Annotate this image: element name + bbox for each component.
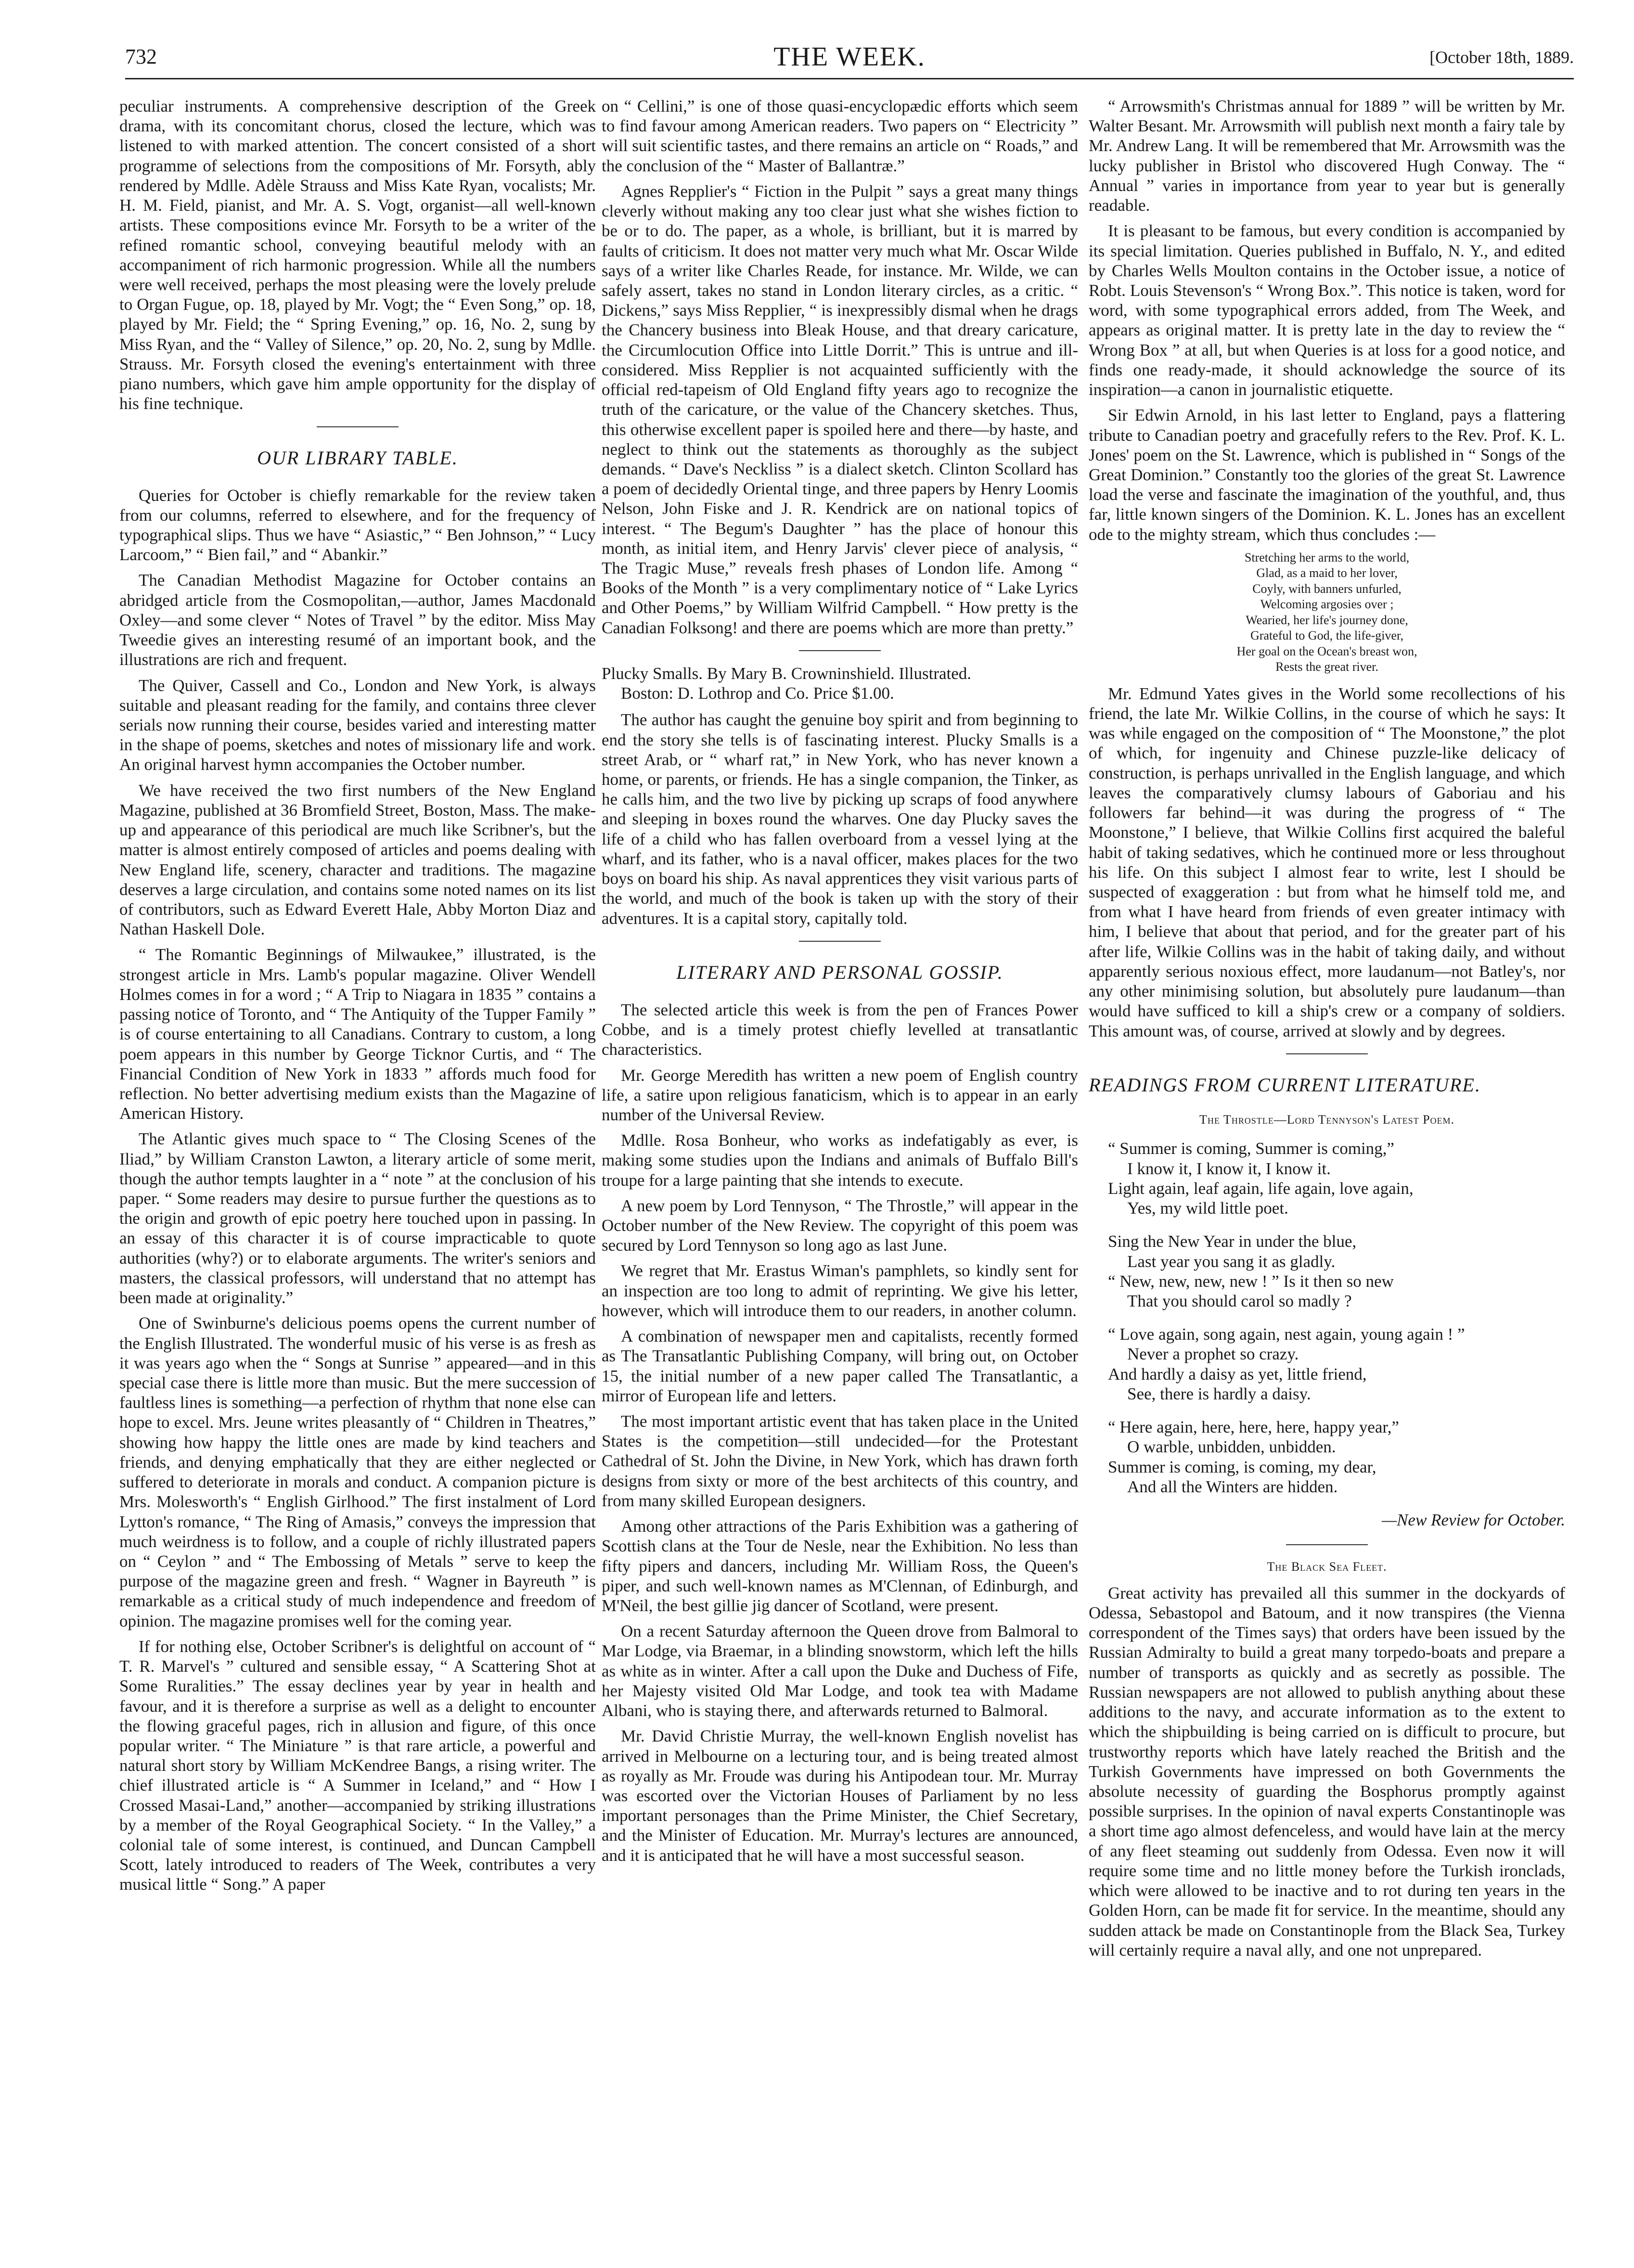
gossip-item: A combination of newspaper men and capitalists, recently formed as The Transatlantic Publishing Company, will bring out, on October 15, the initial number of a new paper called The Transatlantic, a mirror of European life and letters. bbox=[602, 1327, 1078, 1405]
poem-stanza bbox=[1108, 1231, 1565, 1311]
poem-line: Never a prophet so crazy. bbox=[1127, 1345, 1299, 1364]
review-new-england-magazine: We have received the two first numbers of the New England Magazine, published at 36 Bromfield Street, Boston, Mass. The make-up and appearance of this periodical are much like Scribner's, but the matter is almost entirely composed of articles and poems dealing with New England life, scenery, character and traditions. The magazine deserves a large circulation, and contains some noted names on its list of contributors, such as Edward Everett Hale, Abby Morton Diaz and Nathan Haskell Dole. bbox=[119, 781, 596, 939]
book-title-line: Plucky Smalls. By Mary B. Crowninshield. Illustrated. bbox=[602, 664, 972, 683]
gossip-arrowsmith: “ Arrowsmith's Christmas annual for 1889 ” will be written by Mr. Walter Besant. Mr. Arrowsmith will publish next month a fairy tale by Mr. Andrew Lang. It will be remembered that Mr. Arrowsmith was the lucky publisher in Bristol who discovered Hugh Conway. The “ Annual ” varies in importance from year to year but is generally readable. bbox=[1089, 97, 1565, 215]
poem-stanza bbox=[1108, 1417, 1565, 1497]
poem-line: Yes, my wild little poet. bbox=[1127, 1199, 1288, 1218]
gossip-edwin-arnold: Sir Edwin Arnold, in his last letter to England, pays a flattering tribute to Canadian poetry and gracefully refers to the Rev. Prof. K. L. Jones' poem on the St. Lawrence, which is published in “ Songs of the Great Dominion.” Constantly too the glories of the great St. Lawrence load the verse and fascinate the imagination of the youthful, and, thus far, little known singers of the Dominion. K. L. Jones has an excellent ode to the mighty stream, which thus concludes :— bbox=[1089, 406, 1565, 544]
concert-paragraph: peculiar instruments. A comprehensive description of the Greek drama, with its concomitant chorus, closed the lecture, which was listened to with marked attention. The concert consisted of a short programme of selections from the compositions of Mr. Forsyth, ably rendered by Mdlle. Adèle Strauss and Miss Kate Ryan, vocalists; Mr. H. M. Field, pianist, and Mr. A. S. Vogt, organist—all well-known artists. These compositions evince Mr. Forsyth to be a writer of the refined romantic school, conveying beautiful melody with an accompaniment of rich harmonic progression. While all the numbers were well received, perhaps the most pleasing were the lovely prelude to Organ Fugue, op. 18, played by Mr. Vogt; the “ Even Song,” op. 18, played by Mr. Field; the “ Spring Evening,” op. 16, No. 2, sung by Miss Ryan, and the “ Valley of Silence,” op. 20, No. 2, sung by Mdlle. Strauss. Mr. Forsyth closed the evening's entertainment with three piano numbers, which gave him ample opportunity for the display of his fine technique. bbox=[119, 97, 596, 413]
page-header bbox=[125, 44, 1574, 83]
gossip-item: The selected article this week is from the pen of Frances Power Cobbe, and is a timely protest chiefly levelled at transatlantic characteristics. bbox=[602, 1000, 1078, 1059]
poem-line: Last year you sang it as gladly. bbox=[1127, 1252, 1336, 1271]
page-number: 732 bbox=[125, 45, 157, 68]
masthead: THE WEEK. bbox=[773, 42, 926, 72]
divider bbox=[1286, 1544, 1368, 1545]
verse-line: Wearied, her life's journey done, bbox=[1246, 613, 1408, 627]
review-magazine-american-history: “ The Romantic Beginnings of Milwaukee,” illustrated, is the strongest article in Mrs. Lamb's popular magazine. Oliver Wendell Holmes comes in for a word ; “ A Trip to Niagara in 1835 ” contains a passing notice of Toronto, and “ The Antiquity of the Tupper Family ” is of course entertaining to all Canadians. Contrary to custom, a long poem appears in this number by George Ticknor Curtis, and “ The Financial Condition of New York in 1833 ” affords much food for reflection. No better advertising medium exists than the Magazine of American History. bbox=[119, 945, 596, 1123]
divider bbox=[1286, 1053, 1368, 1054]
poem-line: I know it, I know it, I know it. bbox=[1127, 1159, 1331, 1178]
poem-throstle bbox=[1108, 1139, 1565, 1497]
issue-date: [October 18th, 1889. bbox=[1429, 48, 1574, 67]
verse-line: Coyly, with banners unfurled, bbox=[1252, 581, 1402, 596]
section-heading-readings: READINGS FROM CURRENT LITERATURE. bbox=[1089, 1074, 1481, 1096]
gossip-item: Mr. George Meredith has written a new poem of English country life, a satire upon religious fanaticism, which is to appear in an early number of the Universal Review. bbox=[602, 1065, 1078, 1124]
poem-line: That you should carol so madly ? bbox=[1127, 1292, 1352, 1311]
poem-line: “ New, new, new, new ! ” Is it then so new bbox=[1108, 1271, 1394, 1291]
review-queries: Queries for October is chiefly remarkable for the review taken from our columns, referred to elsewhere, and for the frequency of typographical slips. Thus we have “ Asiastic,” “ Ben Johnson,” “ Lucy Larcoom,” “ Bien fail,” and “ Abankir.” bbox=[119, 486, 596, 564]
review-methodist-magazine: The Canadian Methodist Magazine for October contains an abridged article from the Cosmopolitan,—author, James Macdonald Oxley—and some clever “ Notes of Travel ” by the editor. Miss May Tweedie gives an interesting resumé of an important book, and the illustrations are rich and frequent. bbox=[119, 571, 596, 669]
poem-attribution: —New Review for October. bbox=[1381, 1510, 1565, 1529]
quoted-verse bbox=[1089, 550, 1565, 675]
review-scribners-continued: on “ Cellini,” is one of those quasi-encyclopædic efforts which seem to find favour among American readers. Two papers on “ Electricity ” will suit scientific tastes, and there remains an article on “ Roads,” and the conclusion of the “ Master of Ballantræ.” bbox=[602, 97, 1078, 175]
gossip-item: We regret that Mr. Erastus Wiman's pamphlets, so kindly sent for an inspection are too long to admit of reprinting. We give his letter, however, which will introduce them to our readers, in another column. bbox=[602, 1261, 1078, 1320]
poem-stanza bbox=[1108, 1139, 1565, 1218]
section-heading-library-table: OUR LIBRARY TABLE. bbox=[257, 447, 458, 469]
verse-line: Stretching her arms to the world, bbox=[1244, 550, 1410, 564]
gossip-item: Among other attractions of the Paris Exhibition was a gathering of Scottish clans at the Tour de Nesle, near the Exhibition. No less than fifty pipers and dancers, including Mr. William Ross, the Queen's piper, and such well-known names as M'Clennan, of Edinburgh, and M'Neil, the best gillie jig dancer of Scotland, were present. bbox=[602, 1517, 1078, 1615]
poem-line: Light again, leaf again, life again, love again, bbox=[1108, 1179, 1414, 1198]
gossip-item: A new poem by Lord Tennyson, “ The Throstle,” will appear in the October number of the New Review. The copyright of this poem was secured by Lord Tennyson so long ago as last June. bbox=[602, 1196, 1078, 1255]
review-plucky-smalls: The author has caught the genuine boy spirit and from beginning to end the story she tells is of fascinating interest. Plucky Smalls is a street Arab, or “ wharf rat,” in New York, who has never known a home, or parents, or friends. He has a single companion, the Tinker, as he calls him, and the two live by picking up scraps of food anywhere and sleeping in boxes round the wharves. One day Plucky saves the life of a child who has fallen overboard from a vessel lying at the wharf, and its father, who is a naval officer, makes places for the two boys on board his ship. As naval apprentices they visit various parts of the world, and much of the book is taken up with the story of their adventures. It is a capital story, capitally told. bbox=[602, 710, 1078, 928]
header-rule bbox=[125, 78, 1574, 79]
column-2 bbox=[602, 96, 1078, 1871]
poem-line: “ Summer is coming, Summer is coming,” bbox=[1108, 1139, 1394, 1158]
poem-line: O warble, unbidden, unbidden. bbox=[1127, 1437, 1336, 1457]
book-title-plucky-smalls bbox=[602, 664, 1078, 703]
poem-line: Summer is coming, is coming, my dear, bbox=[1108, 1457, 1377, 1476]
column-1 bbox=[119, 96, 596, 1900]
verse-line: Welcoming argosies over ; bbox=[1260, 597, 1394, 612]
verse-line: Rests the great river. bbox=[1275, 660, 1378, 674]
poem-line: Sing the New Year in under the blue, bbox=[1108, 1232, 1357, 1251]
poem-line: “ Here again, here, here, here, happy year,” bbox=[1108, 1418, 1399, 1437]
review-english-illustrated: One of Swinburne's delicious poems opens the current number of the English Illustrated. The wonderful music of his verse is as fresh as it was years ago when the “ Songs at Sunrise ” appeared—and in this special case there is little more than music. But the mere succession of faultless lines is something—a perfection of rhythm that none else can hope to excel. Mrs. Jeune writes pleasantly of “ Children in Theatres,” showing how happy the little ones are made by kind teachers and friends, and denying emphatically that they are either neglected or suffered to deteriorate in morals and conduct. A companion picture is Mrs. Molesworth's “ English Girlhood.” The first instalment of Lord Lytton's romance, “ The Ring of Amasis,” conveys the impression that much weirdness is to follow, and a couple of richly illustrated papers on “ Ceylon ” and “ The Embossing of Metals ” serve to keep the purpose of the magazine green and fresh. “ Wagner in Bayreuth ” is remarkable as a critical study of much independence and freedom of opinion. The magazine promises well for the coming year. bbox=[119, 1314, 596, 1630]
article-black-sea-fleet: Great activity has prevailed all this summer in the dockyards of Odessa, Sebastopol and Batoum, and it now transpires (the Vienna correspondent of the Times says) that orders have been issued by the Russian Admiralty to build a great many torpedo-boats and prepare a number of transports as quickly and as secretly as possible. The Russian newspapers are not allowed to publish anything about these additions to the navy, and accurate information as to the extent to which the shipbuilding is being carried on is difficult to procure, but trustworthy reports which have lately reached the British and the Turkish Governments have impressed on both Governments the absolute necessity of guarding the Bosphorus promptly against possible surprises. In the opinion of naval experts Constantinople was a short time ago almost defenceless, and would have lain at the mercy of any fleet steaming out suddenly from Odessa. Even now it will require some time and no little money before the Turkish ironclads, which were allowed to be inactive and to rot during ten years in the Golden Horn, can be made fit for service. In the meantime, should any sudden attack be made on Constantinople from the Black Sea, Turkey will certainly require a naval ally, and one not unprepared. bbox=[1089, 1583, 1565, 1960]
review-repplier: Agnes Repplier's “ Fiction in the Pulpit ” says a great many things cleverly without making any too clear just what she wishes fiction to be or to do. The paper, as a whole, is brilliant, but it is marred by faults of criticism. It does not matter very much what Mr. Oscar Wilde says of a writer like Charles Reade, for instance. Mr. Wilde, we can safely assert, takes no stand in London literary circles, as a critic. “ Dickens,” says Miss Repplier, “ is inexpressibly dismal when he drags the Chancery business into Bleak House, and that dreary caricature, the Circumlocution Office into Little Dorrit.” This is untrue and ill-considered. Miss Repplier is not acquainted sufficiently with the official red-tapeism of Old England fifty years ago to recognize the truth of the caricature, or the value of the Chancery sketches. Thus, this otherwise excellent paper is spoiled here and there—by haste, and neglect to think out the statements as thoroughly as the subject demands. “ Dave's Neckliss ” is a dialect sketch. Clinton Scollard has a poem of decidedly Oriental tinge, and three papers by Henry Loomis Nelson, John Fiske and J. R. Kendrick are on national topics of interest. “ The Begum's Daughter ” has the place of honour this month, as initial item, and Henry Jarvis' clever piece of analysis, “ The Tragic Muse,” reveals fresh phases of London life. Among “ Books of the Month ” is a very complimentary notice of “ Lake Lyrics and Other Poems,” by William Wilfrid Campbell. “ How pretty is the Canadian Folksong! and there are poems which are more than pretty.” bbox=[602, 181, 1078, 637]
article-title-black-sea-fleet: The Black Sea Fleet. bbox=[1267, 1560, 1387, 1574]
gossip-queries-notice: It is pleasant to be famous, but every condition is accompanied by its special limitation. Queries published in Buffalo, N. Y., and edited by Charles Wells Moulton contains in the October issue, a notice of Robt. Louis Stevenson's “ Wrong Box.”. This notice is taken, word for word, with some typographical errors added, from The Week, and appears as original matter. It is pretty late in the day to review the “ Wrong Box ” at all, but when Queries is at loss for a good notice, and finds one ready-made, it should acknowledge the source of its inspiration—a canon in journalistic etiquette. bbox=[1089, 221, 1565, 399]
review-atlantic: The Atlantic gives much space to “ The Closing Scenes of the Iliad,” by William Cranston Lawton, a literary article of some merit, though the author tempts laughter in a “ note ” at the conclusion of his paper. “ Some readers may desire to pursue further the questions as to the origin and growth of epic poetry here touched upon in passing. In an essay of this character it is of course impracticable to quote authorities (why?) or to elaborate arguments. The writer's seniors and masters, the classical professors, will understand that no attempt has been made at originality.” bbox=[119, 1129, 596, 1307]
poem-stanza bbox=[1108, 1324, 1565, 1404]
book-publisher-line: Boston: D. Lothrop and Co. Price $1.00. bbox=[621, 684, 894, 703]
poem-line: See, there is hardly a daisy. bbox=[1127, 1384, 1311, 1403]
poem-line: And all the Winters are hidden. bbox=[1127, 1477, 1338, 1496]
gossip-item: Mdlle. Rosa Bonheur, who works as indefatigably as ever, is making some studies upon the Indians and animals of Buffalo Bill's troupe for a large painting that she intends to execute. bbox=[602, 1131, 1078, 1190]
column-3 bbox=[1089, 96, 1565, 1966]
gossip-item: The most important artistic event that has taken place in the United States is the competition—still undecided—for the Protestant Cathedral of St. John the Divine, in New York, which has drawn forth designs from sixty or more of the best architects of this country, and from many skilled European designers. bbox=[602, 1412, 1078, 1510]
divider bbox=[799, 650, 881, 651]
section-heading-gossip: LITERARY AND PERSONAL GOSSIP. bbox=[676, 961, 1004, 983]
divider bbox=[799, 941, 881, 942]
review-quiver: The Quiver, Cassell and Co., London and New York, is always suitable and pleasant reading for the family, and contains three clever serials now running their course, besides varied and interesting matter in the shape of poems, sketches and notes of missionary life and work. An original harvest hymn accompanies the October number. bbox=[119, 676, 596, 774]
gossip-item: On a recent Saturday afternoon the Queen drove from Balmoral to Mar Lodge, via Braemar, in a blinding snowstorm, which left the hills as white as in winter. After a call upon the Duke and Duchess of Fife, her Majesty visited Old Mar Lodge, and took tea with Madame Albani, who is staying there, and afterwards returned to Balmoral. bbox=[602, 1622, 1078, 1720]
gossip-item: Mr. David Christie Murray, the well-known English novelist has arrived in Melbourne on a lecturing tour, and is being treated almost as royally as Mr. Froude was during his Antipodean tour. Mr. Murray was escorted over the Victorian Houses of Parliament by no less important personages than the Prime Minister, the Chief Secretary, and the Minister of Education. Mr. Murray's lectures are announced, and it is anticipated that he will have a most successful season. bbox=[602, 1727, 1078, 1865]
verse-line: Glad, as a maid to her lover, bbox=[1256, 566, 1398, 580]
verse-line: Her goal on the Ocean's breast won, bbox=[1236, 644, 1417, 658]
divider bbox=[317, 426, 399, 427]
verse-line: Grateful to God, the life-giver, bbox=[1250, 628, 1404, 643]
gossip-edmund-yates: Mr. Edmund Yates gives in the World some recollections of his friend, the late Mr. Wilkie Collins, in the course of which he says: It was while engaged on the composition of “ The Moonstone,” the plot of which, for ingenuity and Chinese puzzle-like delicacy of construction, is perhaps unrivalled in the English language, and which leaves the comparatively clumsy labours of Gaboriau and his followers far behind—it was during the progress of “ The Moonstone,” I believe, that Wilkie Collins first acquired the baleful habit of taking sedatives, which he continued more or less throughout his life. On this subject I almost fear to write, lest I should be suspected of exaggeration : but from what he himself told me, and from what I have heard from friends of even greater intimacy with him, I believe that about that period, and for the greater part of his after life, Wilkie Collins was in the habit of taking daily, and without apparently serious noxious effect, more laudanum—not Batley's, nor any other minimising solution, but absolutely pure laudanum—than would have sufficed to kill a ship's crew or a company of soldiers. This amount was, of course, arrived at slowly and by degrees. bbox=[1089, 684, 1565, 1040]
review-scribners: If for nothing else, October Scribner's is delightful on account of “ T. R. Marvel's ” cultured and sensible essay, “ A Scattering Shot at Some Ruralities.” The essay declines year by year in health and favour, and it is therefore a surprise as well as a delight to encounter the flowing graceful pages, rich in allusion and figure, of this once popular writer. “ The Miniature ” is that rare article, a powerful and natural short story by William McKendree Bangs, a rising writer. The chief illustrated article is “ A Summer in Iceland,” and “ How I Crossed Masai-Land,” another—accompanied by striking illustrations by a member of the Royal Geographical Society. “ In the Valley,” a colonial tale of some interest, is continued, and Duncan Campbell Scott, lately introduced to readers of The Week, contributes a very musical little “ Song.” A paper bbox=[119, 1637, 596, 1894]
poem-line: And hardly a daisy as yet, little friend, bbox=[1108, 1364, 1367, 1384]
poem-title: The Throstle—Lord Tennyson's Latest Poem. bbox=[1199, 1112, 1455, 1127]
poem-line: “ Love again, song again, nest again, young again ! ” bbox=[1108, 1325, 1465, 1344]
